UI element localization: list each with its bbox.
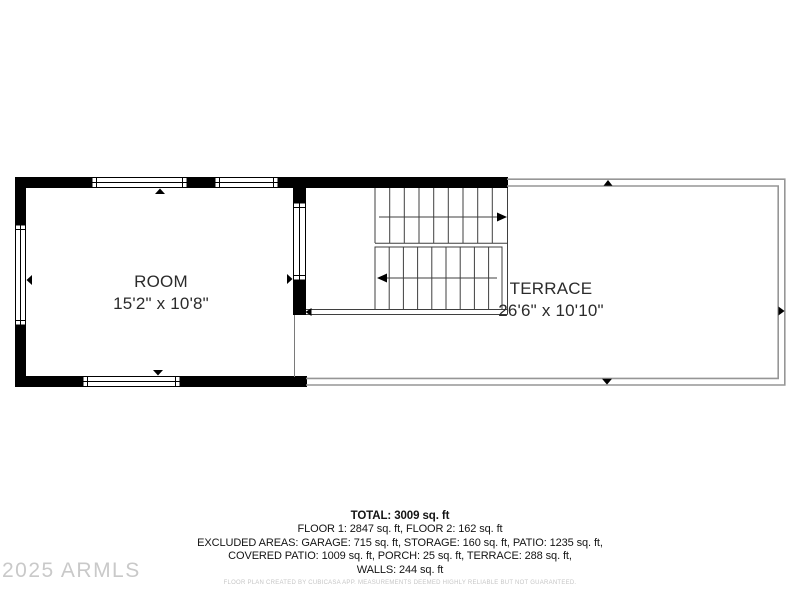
window-icon — [83, 377, 180, 387]
room-label — [61, 271, 261, 315]
summary-floors: FLOOR 1: 2847 sq. ft, FLOOR 2: 162 sq. ft — [297, 523, 503, 536]
room-left-marker-icon — [27, 275, 33, 285]
window-icon — [215, 178, 278, 188]
terrace-top-marker-icon — [604, 180, 613, 186]
window-icon — [294, 203, 306, 280]
terrace-dimensions: 26'6" x 10'10" — [498, 301, 604, 320]
window-icon — [92, 178, 187, 188]
summary-excluded-areas-1: EXCLUDED AREAS: GARAGE: 715 sq. ft, STORAGE: 160 sq. ft, PATIO: 1235 sq. ft, — [197, 536, 603, 549]
terrace-label — [451, 278, 651, 322]
summary-total: TOTAL: 3009 sq. ft — [350, 510, 450, 522]
stair-direction-arrow-up-icon — [379, 213, 507, 222]
room-bottom-marker-icon — [153, 370, 163, 376]
room-top-marker-icon — [155, 189, 165, 195]
room-dimensions: 15'2" x 10'8" — [113, 294, 209, 313]
terrace-right-marker-icon — [778, 307, 784, 316]
armls-watermark: 2025 ARMLS — [2, 559, 141, 582]
terrace-name: TERRACE — [509, 279, 593, 298]
disclaimer-text: FLOOR PLAN CREATED BY CUBICASA APP. MEASUREMENTS DEEMED HIGHLY RELIABLE BUT NOT GUARANTEED. — [223, 580, 577, 586]
summary-walls: WALLS: 244 sq. ft — [356, 563, 444, 576]
window-icon — [16, 225, 26, 325]
room-name: ROOM — [134, 272, 188, 291]
summary-excluded-areas-2: COVERED PATIO: 1009 sq. ft, PORCH: 25 sq. ft, TERRACE: 288 sq. ft, — [228, 550, 572, 563]
stair-treads-upper — [375, 188, 508, 243]
room-right-marker-icon — [287, 274, 293, 284]
terrace-bottom-marker-icon — [602, 379, 612, 385]
